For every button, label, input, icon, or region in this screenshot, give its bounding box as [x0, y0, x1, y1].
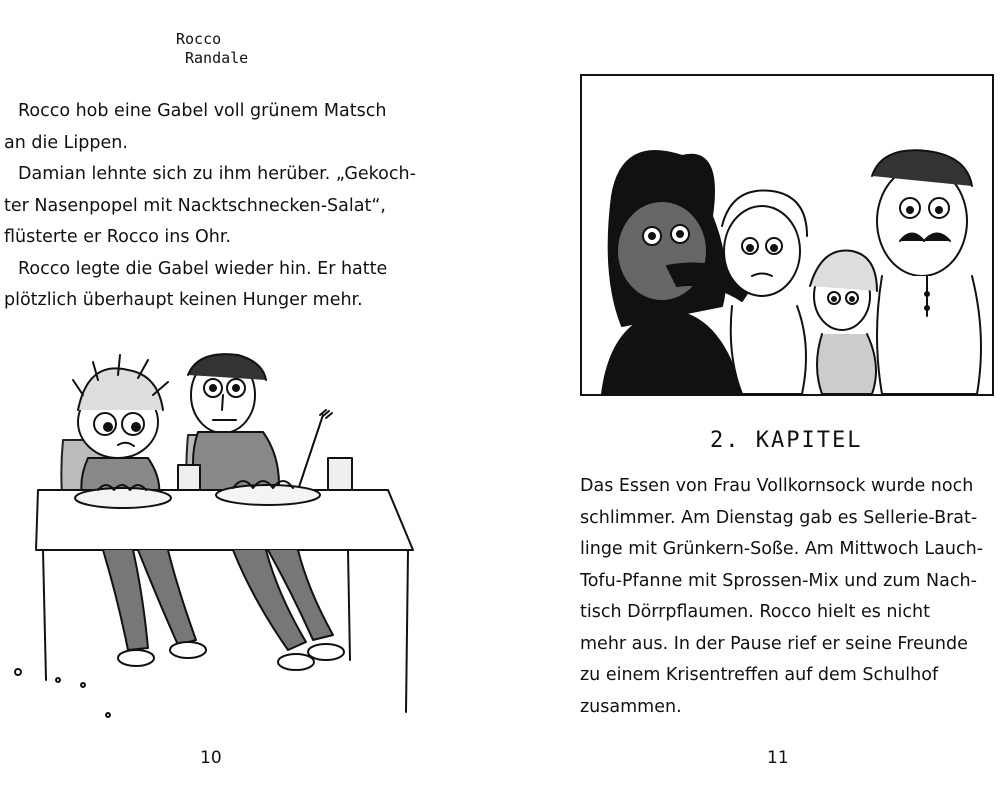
framed-illustration [580, 74, 994, 396]
running-header [176, 30, 248, 68]
text-line: linge mit Grünkern-Soße. Am Mittwoch Lauch- [580, 539, 983, 559]
text-line: Rocco legte die Gabel wieder hin. Er hatte [18, 258, 388, 279]
text-line: zusammen. [580, 696, 682, 717]
page-number: 10 [200, 748, 222, 768]
text-line: zu einem Krisentreffen auf dem Schulhof [580, 665, 939, 685]
header-line-1: Rocco [176, 30, 222, 48]
text-line: plötzlich überhaupt keinen Hunger mehr. [4, 290, 363, 310]
right-page [500, 0, 1000, 800]
text-line: flüsterte er Rocco ins Ohr. [4, 227, 232, 247]
right-body-text [580, 471, 990, 723]
text-line: tisch Dörrpflaumen. Rocco hielt es nicht [580, 602, 930, 622]
text-line: Das Essen von Frau Vollkornsock wurde noch [580, 476, 974, 496]
header-line-2: Randale [185, 49, 249, 67]
text-line: schlimmer. Am Dienstag gab es Sellerie-Brat- [580, 507, 978, 528]
text-line: mehr aus. In der Pause rief er seine Freunde [580, 633, 968, 654]
text-line: Tofu-Pfanne mit Sprossen-Mix und zum Nach- [580, 570, 977, 591]
text-line: Rocco hob eine Gabel voll grünem Matsch [18, 101, 387, 121]
text-line: an die Lippen. [4, 132, 128, 153]
left-body-text [4, 96, 424, 317]
kids-group-illustration [582, 76, 992, 394]
text-line: Damian lehnte sich zu ihm herüber. „Gekoch- [18, 164, 416, 184]
chapter-heading: 2. KAPITEL [710, 428, 863, 453]
table-illustration [8, 340, 428, 720]
text-line: ter Nasenpopel mit Nacktschnecken-Salat“, [4, 195, 386, 216]
page-number: 11 [767, 748, 789, 768]
